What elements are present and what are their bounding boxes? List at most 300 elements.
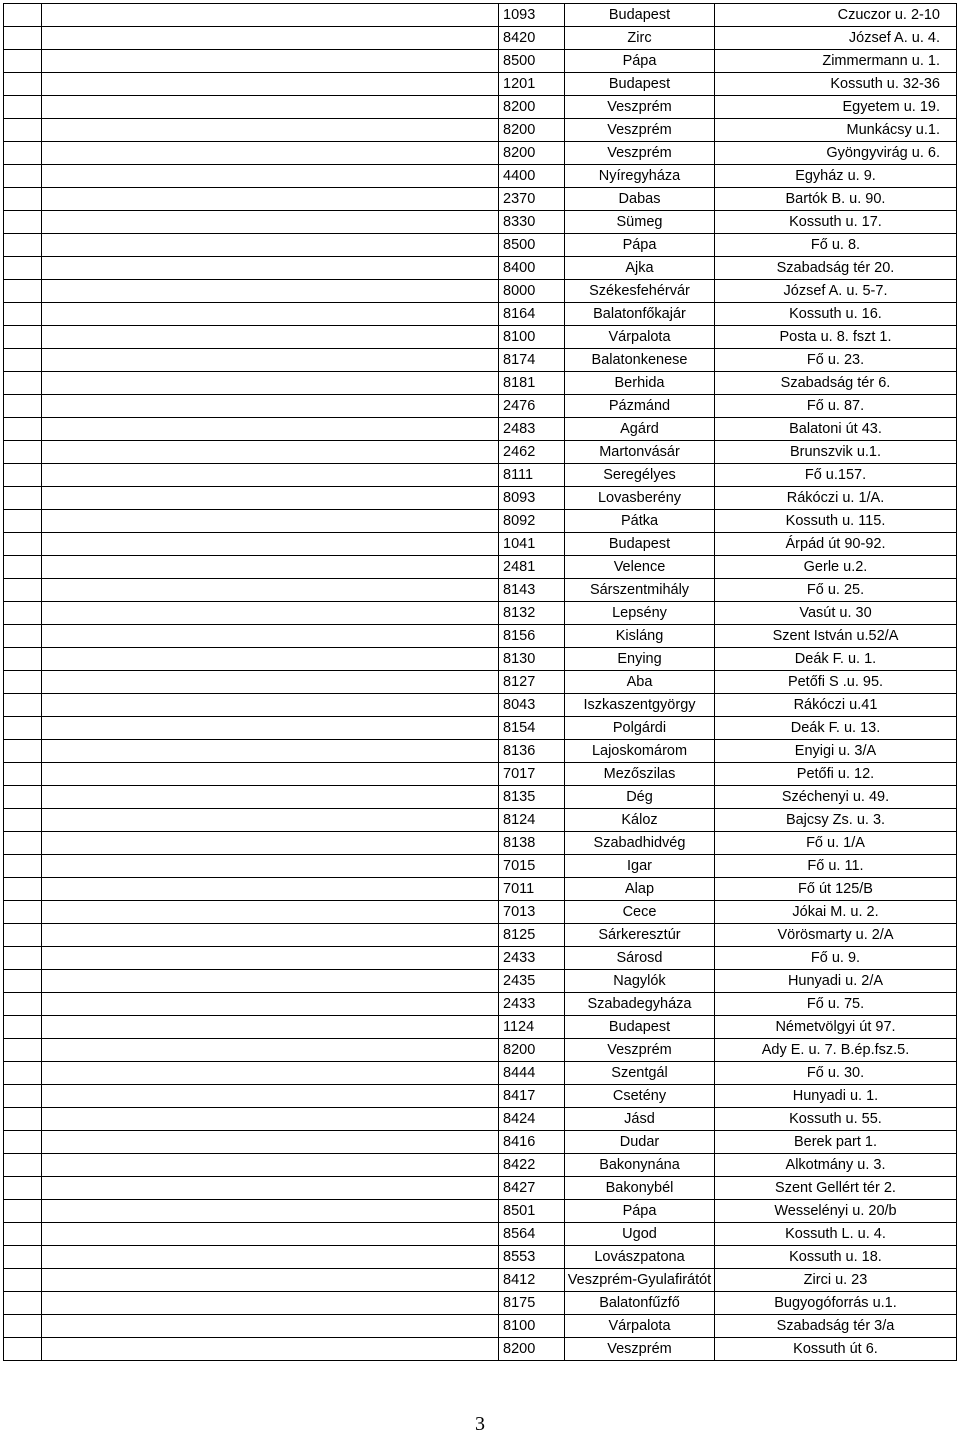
city-cell: Igar: [565, 855, 715, 878]
address-cell: Berek part 1.: [715, 1131, 957, 1154]
zip-cell: 8200: [499, 96, 565, 119]
city-cell: Polgárdi: [565, 717, 715, 740]
blank-cell: [42, 556, 499, 579]
city-cell: Seregélyes: [565, 464, 715, 487]
blank-cell: [42, 280, 499, 303]
blank-cell: [4, 1016, 42, 1039]
address-cell: Deák F. u. 13.: [715, 717, 957, 740]
zip-cell: 8422: [499, 1154, 565, 1177]
city-cell: Zirc: [565, 27, 715, 50]
address-cell: Deák F. u. 1.: [715, 648, 957, 671]
city-cell: Bakonynána: [565, 1154, 715, 1177]
city-cell: Cece: [565, 901, 715, 924]
address-cell: Szent Gellért tér 2.: [715, 1177, 957, 1200]
city-cell: Sárosd: [565, 947, 715, 970]
city-cell: Iszkaszentgyörgy: [565, 694, 715, 717]
blank-cell: [4, 27, 42, 50]
table-row: [4, 211, 957, 234]
blank-cell: [4, 188, 42, 211]
table-row: [4, 855, 957, 878]
blank-cell: [42, 27, 499, 50]
city-cell: Jásd: [565, 1108, 715, 1131]
zip-cell: 8132: [499, 602, 565, 625]
blank-cell: [42, 1338, 499, 1361]
table-row: [4, 165, 957, 188]
city-cell: Alap: [565, 878, 715, 901]
address-cell: Szabadság tér 6.: [715, 372, 957, 395]
blank-cell: [42, 970, 499, 993]
city-cell: Veszprém: [565, 1338, 715, 1361]
blank-cell: [42, 602, 499, 625]
blank-cell: [4, 1338, 42, 1361]
zip-cell: 8111: [499, 464, 565, 487]
blank-cell: [4, 1292, 42, 1315]
table-row: [4, 625, 957, 648]
table-row: [4, 1131, 957, 1154]
address-cell: Szabadság tér 3/a: [715, 1315, 957, 1338]
blank-cell: [42, 73, 499, 96]
address-cell: Szent István u.52/A: [715, 625, 957, 648]
city-cell: Budapest: [565, 1016, 715, 1039]
blank-cell: [42, 257, 499, 280]
address-cell: Kossuth u. 17.: [715, 211, 957, 234]
table-row: [4, 1269, 957, 1292]
address-cell: Bugyogóforrás u.1.: [715, 1292, 957, 1315]
blank-cell: [42, 418, 499, 441]
blank-cell: [4, 855, 42, 878]
table-row: [4, 579, 957, 602]
address-cell: Petőfi S .u. 95.: [715, 671, 957, 694]
blank-cell: [4, 1108, 42, 1131]
table-row: [4, 717, 957, 740]
table-row: [4, 142, 957, 165]
zip-cell: 8500: [499, 234, 565, 257]
table-row: [4, 602, 957, 625]
zip-cell: 8143: [499, 579, 565, 602]
zip-cell: 8093: [499, 487, 565, 510]
zip-cell: 8124: [499, 809, 565, 832]
table-row: [4, 510, 957, 533]
zip-cell: 2462: [499, 441, 565, 464]
city-cell: Sárszentmihály: [565, 579, 715, 602]
city-cell: Budapest: [565, 4, 715, 27]
blank-cell: [4, 924, 42, 947]
blank-cell: [42, 694, 499, 717]
table-row: [4, 349, 957, 372]
address-cell: Kossuth út 6.: [715, 1338, 957, 1361]
city-cell: Dabas: [565, 188, 715, 211]
city-cell: Dég: [565, 786, 715, 809]
zip-cell: 8553: [499, 1246, 565, 1269]
blank-cell: [4, 211, 42, 234]
blank-cell: [42, 211, 499, 234]
zip-cell: 8135: [499, 786, 565, 809]
blank-cell: [4, 579, 42, 602]
blank-cell: [4, 4, 42, 27]
city-cell: Lajoskomárom: [565, 740, 715, 763]
blank-cell: [4, 625, 42, 648]
city-cell: Veszprém: [565, 119, 715, 142]
address-table: [3, 3, 957, 1361]
zip-cell: 8420: [499, 27, 565, 50]
table-row: [4, 4, 957, 27]
table-row: [4, 1200, 957, 1223]
table-row: [4, 763, 957, 786]
blank-cell: [4, 441, 42, 464]
zip-cell: 1041: [499, 533, 565, 556]
zip-cell: 8200: [499, 119, 565, 142]
zip-cell: 8412: [499, 1269, 565, 1292]
blank-cell: [4, 73, 42, 96]
table-row: [4, 1292, 957, 1315]
address-cell: Kossuth u. 18.: [715, 1246, 957, 1269]
blank-cell: [4, 1085, 42, 1108]
address-cell: Rákóczi u. 1/A.: [715, 487, 957, 510]
blank-cell: [42, 1085, 499, 1108]
blank-cell: [4, 901, 42, 924]
address-cell: Wesselényi u. 20/b: [715, 1200, 957, 1223]
address-cell: Fő u. 9.: [715, 947, 957, 970]
zip-cell: 7017: [499, 763, 565, 786]
zip-cell: 1124: [499, 1016, 565, 1039]
blank-cell: [4, 1315, 42, 1338]
blank-cell: [4, 786, 42, 809]
address-cell: József A. u. 4.: [715, 27, 957, 50]
zip-cell: 8444: [499, 1062, 565, 1085]
zip-cell: 7011: [499, 878, 565, 901]
table-row: [4, 786, 957, 809]
blank-cell: [42, 855, 499, 878]
blank-cell: [4, 878, 42, 901]
zip-cell: 8154: [499, 717, 565, 740]
blank-cell: [4, 257, 42, 280]
address-cell: Fő u. 25.: [715, 579, 957, 602]
blank-cell: [42, 1292, 499, 1315]
zip-cell: 8130: [499, 648, 565, 671]
zip-cell: 8164: [499, 303, 565, 326]
zip-cell: 7013: [499, 901, 565, 924]
zip-cell: 8427: [499, 1177, 565, 1200]
blank-cell: [42, 96, 499, 119]
table-row: [4, 970, 957, 993]
blank-cell: [4, 1223, 42, 1246]
blank-cell: [4, 602, 42, 625]
blank-cell: [42, 1154, 499, 1177]
blank-cell: [42, 763, 499, 786]
blank-cell: [42, 717, 499, 740]
city-cell: Káloz: [565, 809, 715, 832]
table-row: [4, 27, 957, 50]
address-cell: Ady E. u. 7. B.ép.fsz.5.: [715, 1039, 957, 1062]
address-cell: Fő u. 1/A: [715, 832, 957, 855]
blank-cell: [4, 740, 42, 763]
city-cell: Székesfehérvár: [565, 280, 715, 303]
zip-cell: 8092: [499, 510, 565, 533]
blank-cell: [42, 947, 499, 970]
city-cell: Ugod: [565, 1223, 715, 1246]
address-cell: Gyöngyvirág u. 6.: [715, 142, 957, 165]
blank-cell: [42, 464, 499, 487]
blank-cell: [42, 740, 499, 763]
table-row: [4, 96, 957, 119]
blank-cell: [4, 303, 42, 326]
blank-cell: [42, 1039, 499, 1062]
zip-cell: 8500: [499, 50, 565, 73]
zip-cell: 8200: [499, 142, 565, 165]
table-row: [4, 1108, 957, 1131]
address-cell: Enyigi u. 3/A: [715, 740, 957, 763]
table-row: [4, 809, 957, 832]
page-number: 3: [475, 1413, 485, 1435]
blank-cell: [4, 1177, 42, 1200]
address-cell: Egyetem u. 19.: [715, 96, 957, 119]
blank-cell: [4, 372, 42, 395]
blank-cell: [4, 763, 42, 786]
address-cell: Bajcsy Zs. u. 3.: [715, 809, 957, 832]
blank-cell: [42, 878, 499, 901]
city-cell: Dudar: [565, 1131, 715, 1154]
blank-cell: [4, 993, 42, 1016]
address-cell: Petőfi u. 12.: [715, 763, 957, 786]
blank-cell: [42, 832, 499, 855]
city-cell: Veszprém: [565, 96, 715, 119]
blank-cell: [4, 1131, 42, 1154]
table-row: [4, 50, 957, 73]
city-cell: Balatonfőkajár: [565, 303, 715, 326]
zip-cell: 8416: [499, 1131, 565, 1154]
table-row: [4, 1062, 957, 1085]
city-cell: Pátka: [565, 510, 715, 533]
zip-cell: 8156: [499, 625, 565, 648]
address-cell: Balatoni út 43.: [715, 418, 957, 441]
address-cell: Kossuth u. 32-36: [715, 73, 957, 96]
blank-cell: [42, 1108, 499, 1131]
table-row: [4, 1154, 957, 1177]
city-cell: Várpalota: [565, 1315, 715, 1338]
table-row: [4, 993, 957, 1016]
blank-cell: [42, 1246, 499, 1269]
address-cell: Széchenyi u. 49.: [715, 786, 957, 809]
table-row: [4, 280, 957, 303]
blank-cell: [4, 694, 42, 717]
blank-cell: [4, 533, 42, 556]
zip-cell: 8564: [499, 1223, 565, 1246]
city-cell: Várpalota: [565, 326, 715, 349]
blank-cell: [4, 556, 42, 579]
blank-cell: [4, 510, 42, 533]
zip-cell: 8181: [499, 372, 565, 395]
city-cell: Szabadegyháza: [565, 993, 715, 1016]
city-cell: Pázmánd: [565, 395, 715, 418]
city-cell: Aba: [565, 671, 715, 694]
table-row: [4, 395, 957, 418]
zip-cell: 8100: [499, 326, 565, 349]
zip-cell: 2370: [499, 188, 565, 211]
blank-cell: [42, 648, 499, 671]
address-cell: Fő u. 23.: [715, 349, 957, 372]
address-cell: Zirci u. 23: [715, 1269, 957, 1292]
blank-cell: [4, 96, 42, 119]
blank-cell: [42, 50, 499, 73]
table-row: [4, 1246, 957, 1269]
address-cell: Bartók B. u. 90.: [715, 188, 957, 211]
blank-cell: [42, 786, 499, 809]
zip-cell: 2433: [499, 947, 565, 970]
blank-cell: [42, 924, 499, 947]
table-row: [4, 464, 957, 487]
city-cell: Budapest: [565, 533, 715, 556]
zip-cell: 8175: [499, 1292, 565, 1315]
zip-cell: 1093: [499, 4, 565, 27]
zip-cell: 2435: [499, 970, 565, 993]
zip-cell: 8501: [499, 1200, 565, 1223]
zip-cell: 8200: [499, 1039, 565, 1062]
blank-cell: [42, 1062, 499, 1085]
table-row: [4, 947, 957, 970]
city-cell: Nagylók: [565, 970, 715, 993]
city-cell: Mezőszilas: [565, 763, 715, 786]
blank-cell: [42, 901, 499, 924]
city-cell: Agárd: [565, 418, 715, 441]
address-cell: Kossuth u. 16.: [715, 303, 957, 326]
table-row: [4, 1085, 957, 1108]
address-cell: Posta u. 8. fszt 1.: [715, 326, 957, 349]
zip-cell: 8400: [499, 257, 565, 280]
address-cell: Fő u. 75.: [715, 993, 957, 1016]
address-cell: Fő u. 30.: [715, 1062, 957, 1085]
table-row: [4, 1039, 957, 1062]
blank-cell: [4, 832, 42, 855]
city-cell: Csetény: [565, 1085, 715, 1108]
address-cell: Munkácsy u.1.: [715, 119, 957, 142]
blank-cell: [42, 1131, 499, 1154]
city-cell: Budapest: [565, 73, 715, 96]
city-cell: Veszprém: [565, 142, 715, 165]
address-cell: Kossuth L. u. 4.: [715, 1223, 957, 1246]
table-row: [4, 1338, 957, 1361]
address-cell: Gerle u.2.: [715, 556, 957, 579]
city-cell: Martonvásár: [565, 441, 715, 464]
zip-cell: 8100: [499, 1315, 565, 1338]
zip-cell: 8136: [499, 740, 565, 763]
address-cell: Jókai M. u. 2.: [715, 901, 957, 924]
address-cell: Kossuth u. 55.: [715, 1108, 957, 1131]
zip-cell: 8138: [499, 832, 565, 855]
address-cell: József A. u. 5-7.: [715, 280, 957, 303]
zip-cell: 4400: [499, 165, 565, 188]
blank-cell: [4, 280, 42, 303]
address-cell: Szabadság tér 20.: [715, 257, 957, 280]
zip-cell: 8330: [499, 211, 565, 234]
blank-cell: [4, 809, 42, 832]
blank-cell: [4, 395, 42, 418]
city-cell: Balatonkenese: [565, 349, 715, 372]
city-cell: Pápa: [565, 50, 715, 73]
zip-cell: 2433: [499, 993, 565, 1016]
table-row: [4, 740, 957, 763]
address-cell: Rákóczi u.41: [715, 694, 957, 717]
address-cell: Hunyadi u. 1.: [715, 1085, 957, 1108]
blank-cell: [42, 1177, 499, 1200]
blank-cell: [4, 1246, 42, 1269]
blank-cell: [42, 809, 499, 832]
address-cell: Hunyadi u. 2/A: [715, 970, 957, 993]
table-row: [4, 901, 957, 924]
blank-cell: [4, 326, 42, 349]
blank-cell: [4, 50, 42, 73]
city-cell: Bakonybél: [565, 1177, 715, 1200]
table-row: [4, 533, 957, 556]
blank-cell: [42, 326, 499, 349]
table-row: [4, 1016, 957, 1039]
address-cell: Egyház u. 9.: [715, 165, 957, 188]
city-cell: Szentgál: [565, 1062, 715, 1085]
zip-cell: 8043: [499, 694, 565, 717]
blank-cell: [42, 671, 499, 694]
blank-cell: [42, 395, 499, 418]
city-cell: Sárkeresztúr: [565, 924, 715, 947]
blank-cell: [4, 671, 42, 694]
zip-cell: 2481: [499, 556, 565, 579]
blank-cell: [42, 1223, 499, 1246]
blank-cell: [42, 119, 499, 142]
city-cell: Veszprém-Gyulafirátót: [565, 1269, 715, 1292]
blank-cell: [4, 349, 42, 372]
table-row: [4, 234, 957, 257]
city-cell: Szabadhidvég: [565, 832, 715, 855]
table-row: [4, 326, 957, 349]
city-cell: Lepsény: [565, 602, 715, 625]
table-row: [4, 556, 957, 579]
address-cell: Németvölgyi út 97.: [715, 1016, 957, 1039]
blank-cell: [4, 142, 42, 165]
blank-cell: [42, 303, 499, 326]
blank-cell: [42, 372, 499, 395]
address-cell: Fő út 125/B: [715, 878, 957, 901]
city-cell: Kisláng: [565, 625, 715, 648]
table-row: [4, 487, 957, 510]
city-cell: Pápa: [565, 234, 715, 257]
blank-cell: [4, 165, 42, 188]
blank-cell: [42, 1200, 499, 1223]
blank-cell: [42, 165, 499, 188]
table-row: [4, 418, 957, 441]
blank-cell: [4, 487, 42, 510]
zip-cell: 8000: [499, 280, 565, 303]
zip-cell: 8424: [499, 1108, 565, 1131]
blank-cell: [4, 970, 42, 993]
address-table-body: [4, 4, 957, 1361]
blank-cell: [42, 234, 499, 257]
table-row: [4, 1315, 957, 1338]
zip-cell: 8200: [499, 1338, 565, 1361]
blank-cell: [4, 1269, 42, 1292]
table-row: [4, 257, 957, 280]
blank-cell: [4, 717, 42, 740]
city-cell: Lovasberény: [565, 487, 715, 510]
blank-cell: [4, 234, 42, 257]
address-cell: Fő u. 87.: [715, 395, 957, 418]
table-row: [4, 671, 957, 694]
address-cell: Vasút u. 30: [715, 602, 957, 625]
blank-cell: [42, 1269, 499, 1292]
address-cell: Kossuth u. 115.: [715, 510, 957, 533]
zip-cell: 7015: [499, 855, 565, 878]
table-row: [4, 1223, 957, 1246]
table-row: [4, 73, 957, 96]
blank-cell: [4, 1039, 42, 1062]
blank-cell: [42, 188, 499, 211]
